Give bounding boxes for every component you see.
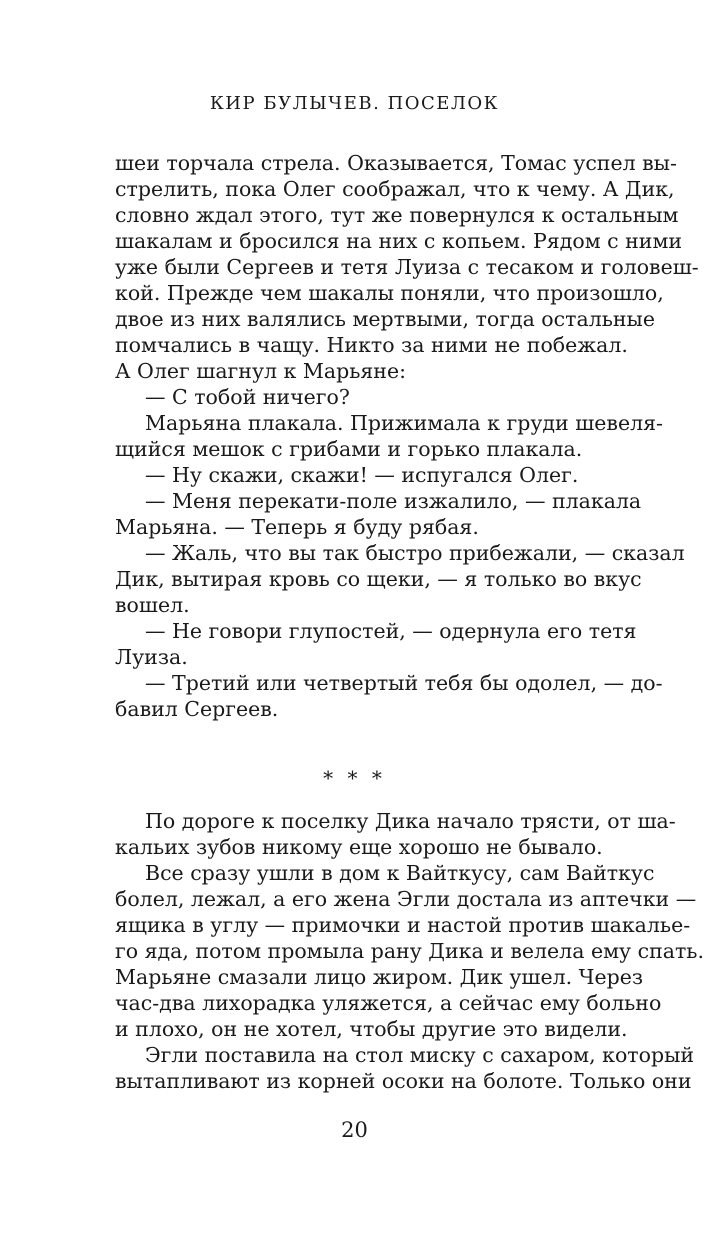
text-line: шеи торчала стрела. Оказывается, Томас успел вы- [115, 151, 677, 175]
page-number: 20 [341, 1118, 368, 1142]
text-line: По дороге к поселку Дика начало трясти, от ша- [145, 809, 676, 833]
text-line: Луиза. [115, 645, 188, 669]
text-line: щийся мешок с грибами и горько плакала. [115, 437, 583, 461]
dialogue-line: — Ну скажи, скажи! — испугался Олег. [145, 463, 579, 487]
dialogue-line: — С тобой ничего? [145, 385, 350, 409]
text-line: вытапливают из корней осоки на болоте. Только они [115, 1069, 692, 1093]
text-line: кальих зубов никому еще хорошо не бывало. [115, 835, 603, 859]
text-line: Дик, вытирая кровь со щеки, — я только во вкус [115, 567, 642, 591]
text-line: А Олег шагнул к Марьяне: [115, 359, 407, 383]
text-line: час-два лихорадка уляжется, а сейчас ему больно [115, 991, 662, 1015]
text-line: Все сразу ушли в дом к Вайткусу, сам Вайткус [145, 861, 655, 885]
text-line: словно ждал этого, тут же повернулся к остальным [115, 203, 679, 227]
text-line: Марьяна плакала. Прижимала к груди шевеля- [145, 411, 663, 435]
dialogue-line: — Не говори глупостей, — одернула его тетя [145, 619, 637, 643]
text-line: ящика в углу — примочки и настой против шакалье- [115, 913, 691, 937]
dialogue-line: — Третий или четвертый тебя бы одолел, — до- [145, 671, 663, 695]
text-line: вошел. [115, 593, 190, 617]
text-line: кой. Прежде чем шакалы поняли, что произошло, [115, 281, 664, 305]
text-line: Марьяна. — Теперь я буду рябая. [115, 515, 479, 539]
text-line: двое из них валялись мертвыми, тогда остальные [115, 307, 655, 331]
text-line: уже были Сергеев и тетя Луиза с тесаком и головеш- [115, 255, 699, 279]
text-line: стрелить, пока Олег соображал, что к чему. А Дик, [115, 177, 675, 201]
dialogue-line: — Жаль, что вы так быстро прибежали, — сказал [145, 541, 685, 565]
text-line: шакалам и бросился на них с копьем. Рядом с ними [115, 229, 683, 253]
text-line: помчались в чащу. Никто за ними не побежал. [115, 333, 628, 357]
text-line: болел, лежал, а его жена Эгли достала из аптечки — [115, 887, 697, 911]
text-line: Эгли поставила на стол миску с сахаром, который [145, 1043, 695, 1067]
running-head: КИР БУЛЫЧЕВ. ПОСЕЛОК [209, 93, 500, 114]
text-line: бавил Сергеев. [115, 697, 279, 721]
text-line: Марьяне смазали лицо жиром. Дик ушел. Через [115, 965, 644, 989]
dialogue-line: — Меня перекати-поле изжалило, — плакала [145, 489, 642, 513]
section-break: * * * [323, 766, 386, 790]
text-line: и плохо, он не хотел, чтобы другие это видели. [115, 1017, 628, 1041]
text-line: го яда, потом промыла рану Дика и велела ему спать. [115, 939, 704, 963]
